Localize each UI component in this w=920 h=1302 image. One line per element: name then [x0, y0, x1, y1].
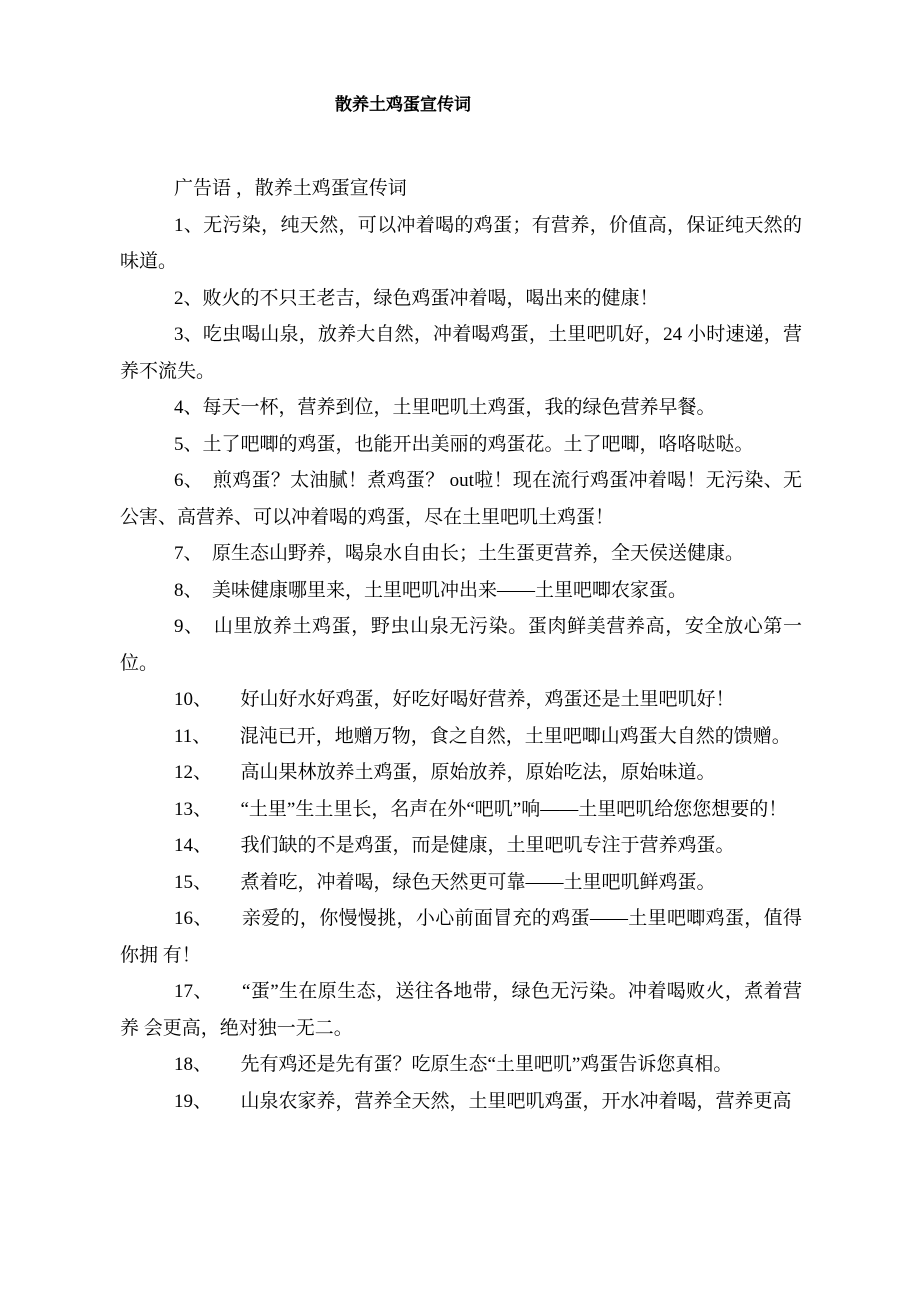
paragraph: 14、 我们缺的不是鸡蛋，而是健康，土里吧叽专注于营养鸡蛋。 [174, 835, 735, 856]
paragraph: 1、无污染，纯天然，可以冲着喝的鸡蛋；有营养，价值高，保证纯天然的味道。 [120, 214, 802, 272]
paragraph: 17、 “蛋”生在原生态，送往各地带，绿色无污染。冲着喝败火，煮着营养 会更高，绝对独一无二。 [120, 981, 802, 1039]
paragraph: 11、 混沌已开，地赠万物，食之自然，土里吧唧山鸡蛋大自然的馈赠。 [174, 725, 791, 747]
paragraph: 4、每天一杯，营养到位，土里吧叽土鸡蛋，我的绿色营养早餐。 [174, 397, 716, 418]
paragraph: 9、 山里放养土鸡蛋，野虫山泉无污染。蛋肉鲜美营养高，安全放心第一位。 [120, 616, 802, 674]
document-body [120, 171, 802, 1120]
paragraph: 2、败火的不只王老吉，绿色鸡蛋冲着喝，喝出来的健康！ [174, 287, 659, 309]
paragraph: 12、 高山果林放养土鸡蛋，原始放养，原始吃法，原始味道。 [174, 762, 716, 783]
paragraph: 6、 煎鸡蛋？太油腻！煮鸡蛋？ out啦！现在流行鸡蛋冲着喝！无污染、无公害、高营养、可以冲着喝的鸡蛋，尽在土里吧叽土鸡蛋！ [120, 470, 802, 528]
paragraph: 3、吃虫喝山泉，放养大自然，冲着喝鸡蛋，土里吧叽好，24 小时速递，营养不流失。 [120, 324, 802, 382]
paragraph: 19、 山泉农家养，营养全天然，土里吧叽鸡蛋，开水冲着喝，营养更高 [174, 1090, 792, 1112]
paragraph: 10、 好山好水好鸡蛋，好吃好喝好营养，鸡蛋还是土里吧叽好！ [174, 689, 735, 710]
paragraph: 7、 原生态山野养，喝泉水自由长；土生蛋更营养，全天侯送健康。 [174, 543, 745, 564]
paragraph: 5、土了吧唧的鸡蛋，也能开出美丽的鸡蛋花。土了吧唧，咯咯哒哒。 [174, 433, 754, 455]
paragraph: 8、 美味健康哪里来，土里吧叽冲出来——土里吧唧农家蛋。 [174, 579, 688, 601]
paragraph: 15、 煮着吃，冲着喝，绿色天然更可靠——土里吧叽鲜鸡蛋。 [174, 871, 716, 893]
document-title: 散养土鸡蛋宣传词 [335, 95, 471, 114]
paragraph: 18、 先有鸡还是先有蛋？吃原生态“土里吧叽”鸡蛋告诉您真相。 [174, 1054, 733, 1075]
paragraph: 广告语 ，散养土鸡蛋宣传词 [174, 178, 407, 199]
paragraph: 16、 亲爱的，你慢慢挑，小心前面冒充的鸡蛋——土里吧唧鸡蛋，值得你拥 有！ [120, 908, 802, 966]
paragraph: 13、 “土里”生土里长，名声在外“吧叽”响——土里吧叽给您您想要的！ [174, 798, 788, 820]
